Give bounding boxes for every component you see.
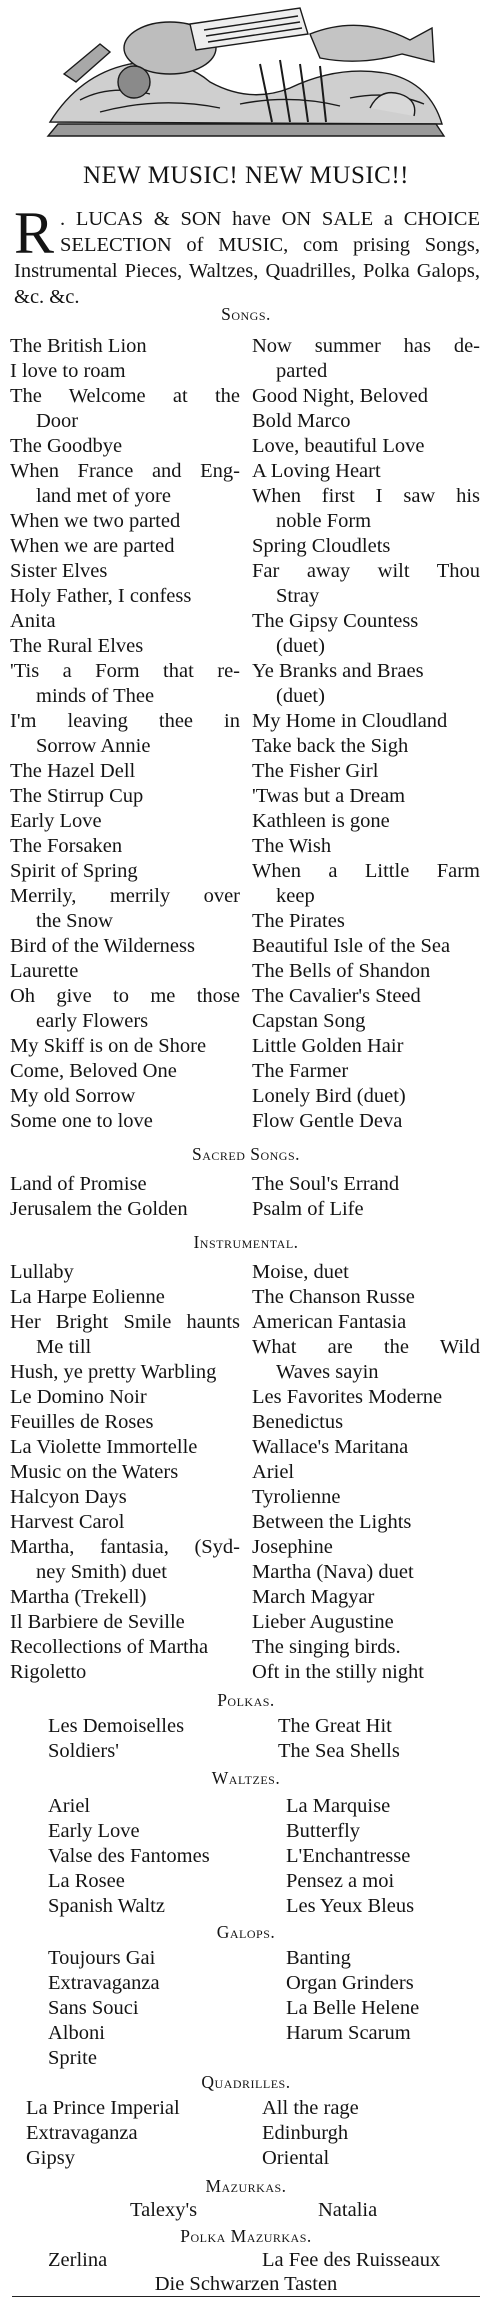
list-item: Anita xyxy=(10,610,56,632)
list-item: The singing birds. xyxy=(252,1636,401,1658)
list-item: The Gipsy Countess xyxy=(252,610,419,632)
list-item: The Wish xyxy=(252,835,332,857)
list-item: Josephine xyxy=(252,1536,333,1558)
list-item: The Welcome at the xyxy=(10,385,240,407)
list-item: Ariel xyxy=(48,1795,91,1817)
list-item: Take back the Sigh xyxy=(252,735,409,757)
list-item: Oh give to me those xyxy=(10,985,240,1007)
list-item: Stray xyxy=(276,585,320,607)
list-item: Soldiers' xyxy=(48,1740,119,1762)
list-item: Benedictus xyxy=(252,1411,344,1433)
list-item: (duet) xyxy=(276,685,325,707)
list-item: La Violette Immortelle xyxy=(10,1436,198,1458)
list-item: Talexy's xyxy=(130,2199,198,2221)
section-title-instrumental: Instrumental. xyxy=(193,1232,299,1252)
list-item: keep xyxy=(276,885,315,907)
list-item: ney Smith) duet xyxy=(36,1561,167,1583)
section-title-polkas: Polkas. xyxy=(217,1690,275,1710)
polkas-left-column xyxy=(48,1714,248,1764)
list-item: minds of Thee xyxy=(36,685,155,707)
list-item: A Loving Heart xyxy=(252,460,381,482)
list-item: The Goodbye xyxy=(10,435,123,457)
list-item: Feuilles de Roses xyxy=(10,1411,154,1433)
list-item: the Snow xyxy=(36,910,113,932)
list-item: Martha (Nava) duet xyxy=(252,1561,414,1583)
list-item: early Flowers xyxy=(36,1010,149,1032)
list-item: Good Night, Beloved xyxy=(252,385,428,407)
waltzes-right-column xyxy=(286,1794,482,1919)
list-item: All the rage xyxy=(262,2097,359,2119)
list-item: Tyrolienne xyxy=(252,1486,341,1508)
songs-left-column xyxy=(10,334,240,1134)
list-item: Il Barbiere de Seville xyxy=(10,1611,185,1633)
waltzes-left-column xyxy=(48,1794,268,1919)
list-item: La Prince Imperial xyxy=(26,2097,180,2119)
list-item: Beautiful Isle of the Sea xyxy=(252,935,451,957)
section-title-songs: Songs. xyxy=(221,304,271,324)
polkas-right-column xyxy=(278,1714,478,1764)
list-item: parted xyxy=(276,360,328,382)
list-item: Extravaganza xyxy=(26,2122,138,2144)
list-item: Martha (Trekell) xyxy=(10,1586,147,1608)
instrumental-left-column xyxy=(10,1260,240,1685)
list-item: La Belle Helene xyxy=(286,1997,420,2019)
list-item: noble Form xyxy=(276,510,372,532)
list-item: The Great Hit xyxy=(278,1715,392,1737)
list-item: Early Love xyxy=(10,810,102,832)
list-item: La Marquise xyxy=(286,1795,391,1817)
section-title-polka-mazurkas: Polka Mazurkas. xyxy=(180,2226,312,2246)
list-item: When we are parted xyxy=(10,535,175,557)
list-item: Ye Branks and Braes xyxy=(252,660,424,682)
list-item: The Pirates xyxy=(252,910,345,932)
list-item: Some one to love xyxy=(10,1110,153,1132)
list-item: Now summer has de- xyxy=(252,335,480,357)
list-item: Kathleen is gone xyxy=(252,810,390,832)
list-item: Little Golden Hair xyxy=(252,1035,404,1057)
list-item: The Bells of Shandon xyxy=(252,960,431,982)
list-item: Sister Elves xyxy=(10,560,108,582)
list-item: When a Little Farm xyxy=(252,860,480,882)
list-item: Sorrow Annie xyxy=(36,735,151,757)
list-item: Spirit of Spring xyxy=(10,860,138,882)
galops-right-column xyxy=(286,1946,482,2046)
list-item: Lieber Augustine xyxy=(252,1611,394,1633)
list-item: La Rosee xyxy=(48,1870,125,1892)
list-item: Edinburgh xyxy=(262,2122,349,2144)
list-item: I love to roam xyxy=(10,360,126,382)
list-item: The Stirrup Cup xyxy=(10,785,144,807)
list-item: I'm leaving thee in xyxy=(10,710,240,732)
section-title-mazurkas: Mazurkas. xyxy=(205,2176,287,2196)
list-item: Waves sayin xyxy=(276,1361,379,1383)
list-item: Lonely Bird (duet) xyxy=(252,1085,406,1107)
list-item: Toujours Gai xyxy=(48,1947,156,1969)
list-item: Valse des Fantomes xyxy=(48,1845,210,1867)
list-item: The Chanson Russe xyxy=(252,1286,415,1308)
list-item: Sprite xyxy=(48,2047,97,2069)
list-item: Martha, fantasia, (Syd- xyxy=(10,1536,240,1558)
list-item: Banting xyxy=(286,1947,351,1969)
polka-mazurkas-left-item: Zerlina xyxy=(48,2249,108,2271)
list-item: Spring Cloudlets xyxy=(252,535,391,557)
list-item: Laurette xyxy=(10,960,79,982)
list-item: The Soul's Errand xyxy=(252,1173,400,1195)
list-item: Oft in the stilly night xyxy=(252,1661,424,1683)
list-item: Merrily, merrily over xyxy=(10,885,240,907)
songs-right-column xyxy=(252,334,480,1134)
instrumental-right-column xyxy=(252,1260,480,1685)
list-item: Bird of the Wilderness xyxy=(10,935,195,957)
list-item: Far away wilt Thou xyxy=(252,560,480,582)
list-item: Sans Souci xyxy=(48,1997,139,2019)
quadrilles-left-column xyxy=(26,2096,246,2171)
list-item: Gipsy xyxy=(26,2147,75,2169)
footer-rule xyxy=(12,2296,480,2315)
list-item: The Farmer xyxy=(252,1060,349,1082)
list-item: The Rural Elves xyxy=(10,635,144,657)
intro-paragraph xyxy=(14,200,480,310)
list-item: March Magyar xyxy=(252,1586,375,1608)
list-item: Capstan Song xyxy=(252,1010,366,1032)
list-item: Between the Lights xyxy=(252,1511,412,1533)
galops-left-column xyxy=(48,1946,268,2071)
section-title-waltzes: Waltzes. xyxy=(211,1768,281,1788)
list-item: Harum Scarum xyxy=(286,2022,411,2044)
list-item: Early Love xyxy=(48,1820,140,1842)
list-item: The Forsaken xyxy=(10,835,123,857)
list-item: Hush, ye pretty Warbling xyxy=(10,1361,217,1383)
intro-text: . LUCAS & SON have ON SALE a CHOICE SELECTION of MUSIC, com prising Songs, Instrumental Pieces, Waltzes, Quadrilles, Polka Galops, &c. &c. xyxy=(14,208,480,308)
sacred-left-column xyxy=(10,1172,240,1222)
list-item: What are the Wild xyxy=(252,1336,480,1358)
list-item: Les Demoiselles xyxy=(48,1715,185,1737)
list-item: Recollections of Martha xyxy=(10,1636,209,1658)
list-item: Holy Father, I confess xyxy=(10,585,192,607)
list-item: Bold Marco xyxy=(252,410,351,432)
list-item: Halcyon Days xyxy=(10,1486,127,1508)
list-item: Music on the Waters xyxy=(10,1461,179,1483)
list-item: La Harpe Eolienne xyxy=(10,1286,165,1308)
list-item: When we two parted xyxy=(10,510,181,532)
list-item: The Fisher Girl xyxy=(252,760,379,782)
advertisement-headline: NEW MUSIC! NEW MUSIC!! xyxy=(82,162,410,189)
list-item: Ariel xyxy=(252,1461,295,1483)
list-item: Oriental xyxy=(262,2147,330,2169)
list-item: Pensez a moi xyxy=(286,1870,395,1892)
list-item: When France and Eng- xyxy=(10,460,240,482)
list-item: Organ Grinders xyxy=(286,1972,414,1994)
list-item: Extravaganza xyxy=(48,1972,160,1994)
list-item: The Cavalier's Steed xyxy=(252,985,421,1007)
list-item: The Hazel Dell xyxy=(10,760,136,782)
list-item: Les Yeux Bleus xyxy=(286,1895,415,1917)
list-item: Butterfly xyxy=(286,1820,361,1842)
polka-mazurkas-center-item: Die Schwarzen Tasten xyxy=(154,2273,338,2295)
list-item: Rigoletto xyxy=(10,1661,87,1683)
list-item: My Skiff is on de Shore xyxy=(10,1035,207,1057)
list-item: Come, Beloved One xyxy=(10,1060,177,1082)
list-item: Moise, duet xyxy=(252,1261,349,1283)
list-item: (duet) xyxy=(276,635,325,657)
list-item: Wallace's Maritana xyxy=(252,1436,409,1458)
list-item: When first I saw his xyxy=(252,485,480,507)
list-item: My old Sorrow xyxy=(10,1085,136,1107)
list-item: Land of Promise xyxy=(10,1173,147,1195)
list-item: Her Bright Smile haunts xyxy=(10,1311,240,1333)
music-instruments-engraving xyxy=(40,4,452,144)
section-title-galops: Galops. xyxy=(216,1922,276,1942)
list-item: Door xyxy=(36,410,79,432)
intro-dropcap: R xyxy=(14,200,55,266)
list-item: My Home in Cloudland xyxy=(252,710,448,732)
list-item: 'Tis a Form that re- xyxy=(10,660,240,682)
list-item: 'Twas but a Dream xyxy=(252,785,406,807)
list-item: American Fantasia xyxy=(252,1311,407,1333)
list-item: Harvest Carol xyxy=(10,1511,125,1533)
list-item: The Sea Shells xyxy=(278,1740,400,1762)
list-item: L'Enchantresse xyxy=(286,1845,411,1867)
list-item: Natalia xyxy=(318,2199,378,2221)
list-item: Alboni xyxy=(48,2022,105,2044)
list-item: Love, beautiful Love xyxy=(252,435,425,457)
list-item: Jerusalem the Golden xyxy=(10,1198,188,1220)
section-title-quadrilles: Quadrilles. xyxy=(201,2072,291,2092)
polka-mazurkas-right-item: La Fee des Ruisseaux xyxy=(262,2249,441,2271)
sacred-right-column xyxy=(252,1172,480,1222)
quadrilles-right-column xyxy=(262,2096,482,2171)
list-item: Spanish Waltz xyxy=(48,1895,165,1917)
list-item: Le Domino Noir xyxy=(10,1386,147,1408)
list-item: land met of yore xyxy=(36,485,171,507)
list-item: Les Favorites Moderne xyxy=(252,1386,443,1408)
list-item: Me till xyxy=(36,1336,92,1358)
list-item: Lullaby xyxy=(10,1261,74,1283)
list-item: Psalm of Life xyxy=(252,1198,364,1220)
list-item: The British Lion xyxy=(10,335,147,357)
list-item: Flow Gentle Deva xyxy=(252,1110,403,1132)
section-title-sacred-songs: Sacred Songs. xyxy=(191,1144,301,1164)
